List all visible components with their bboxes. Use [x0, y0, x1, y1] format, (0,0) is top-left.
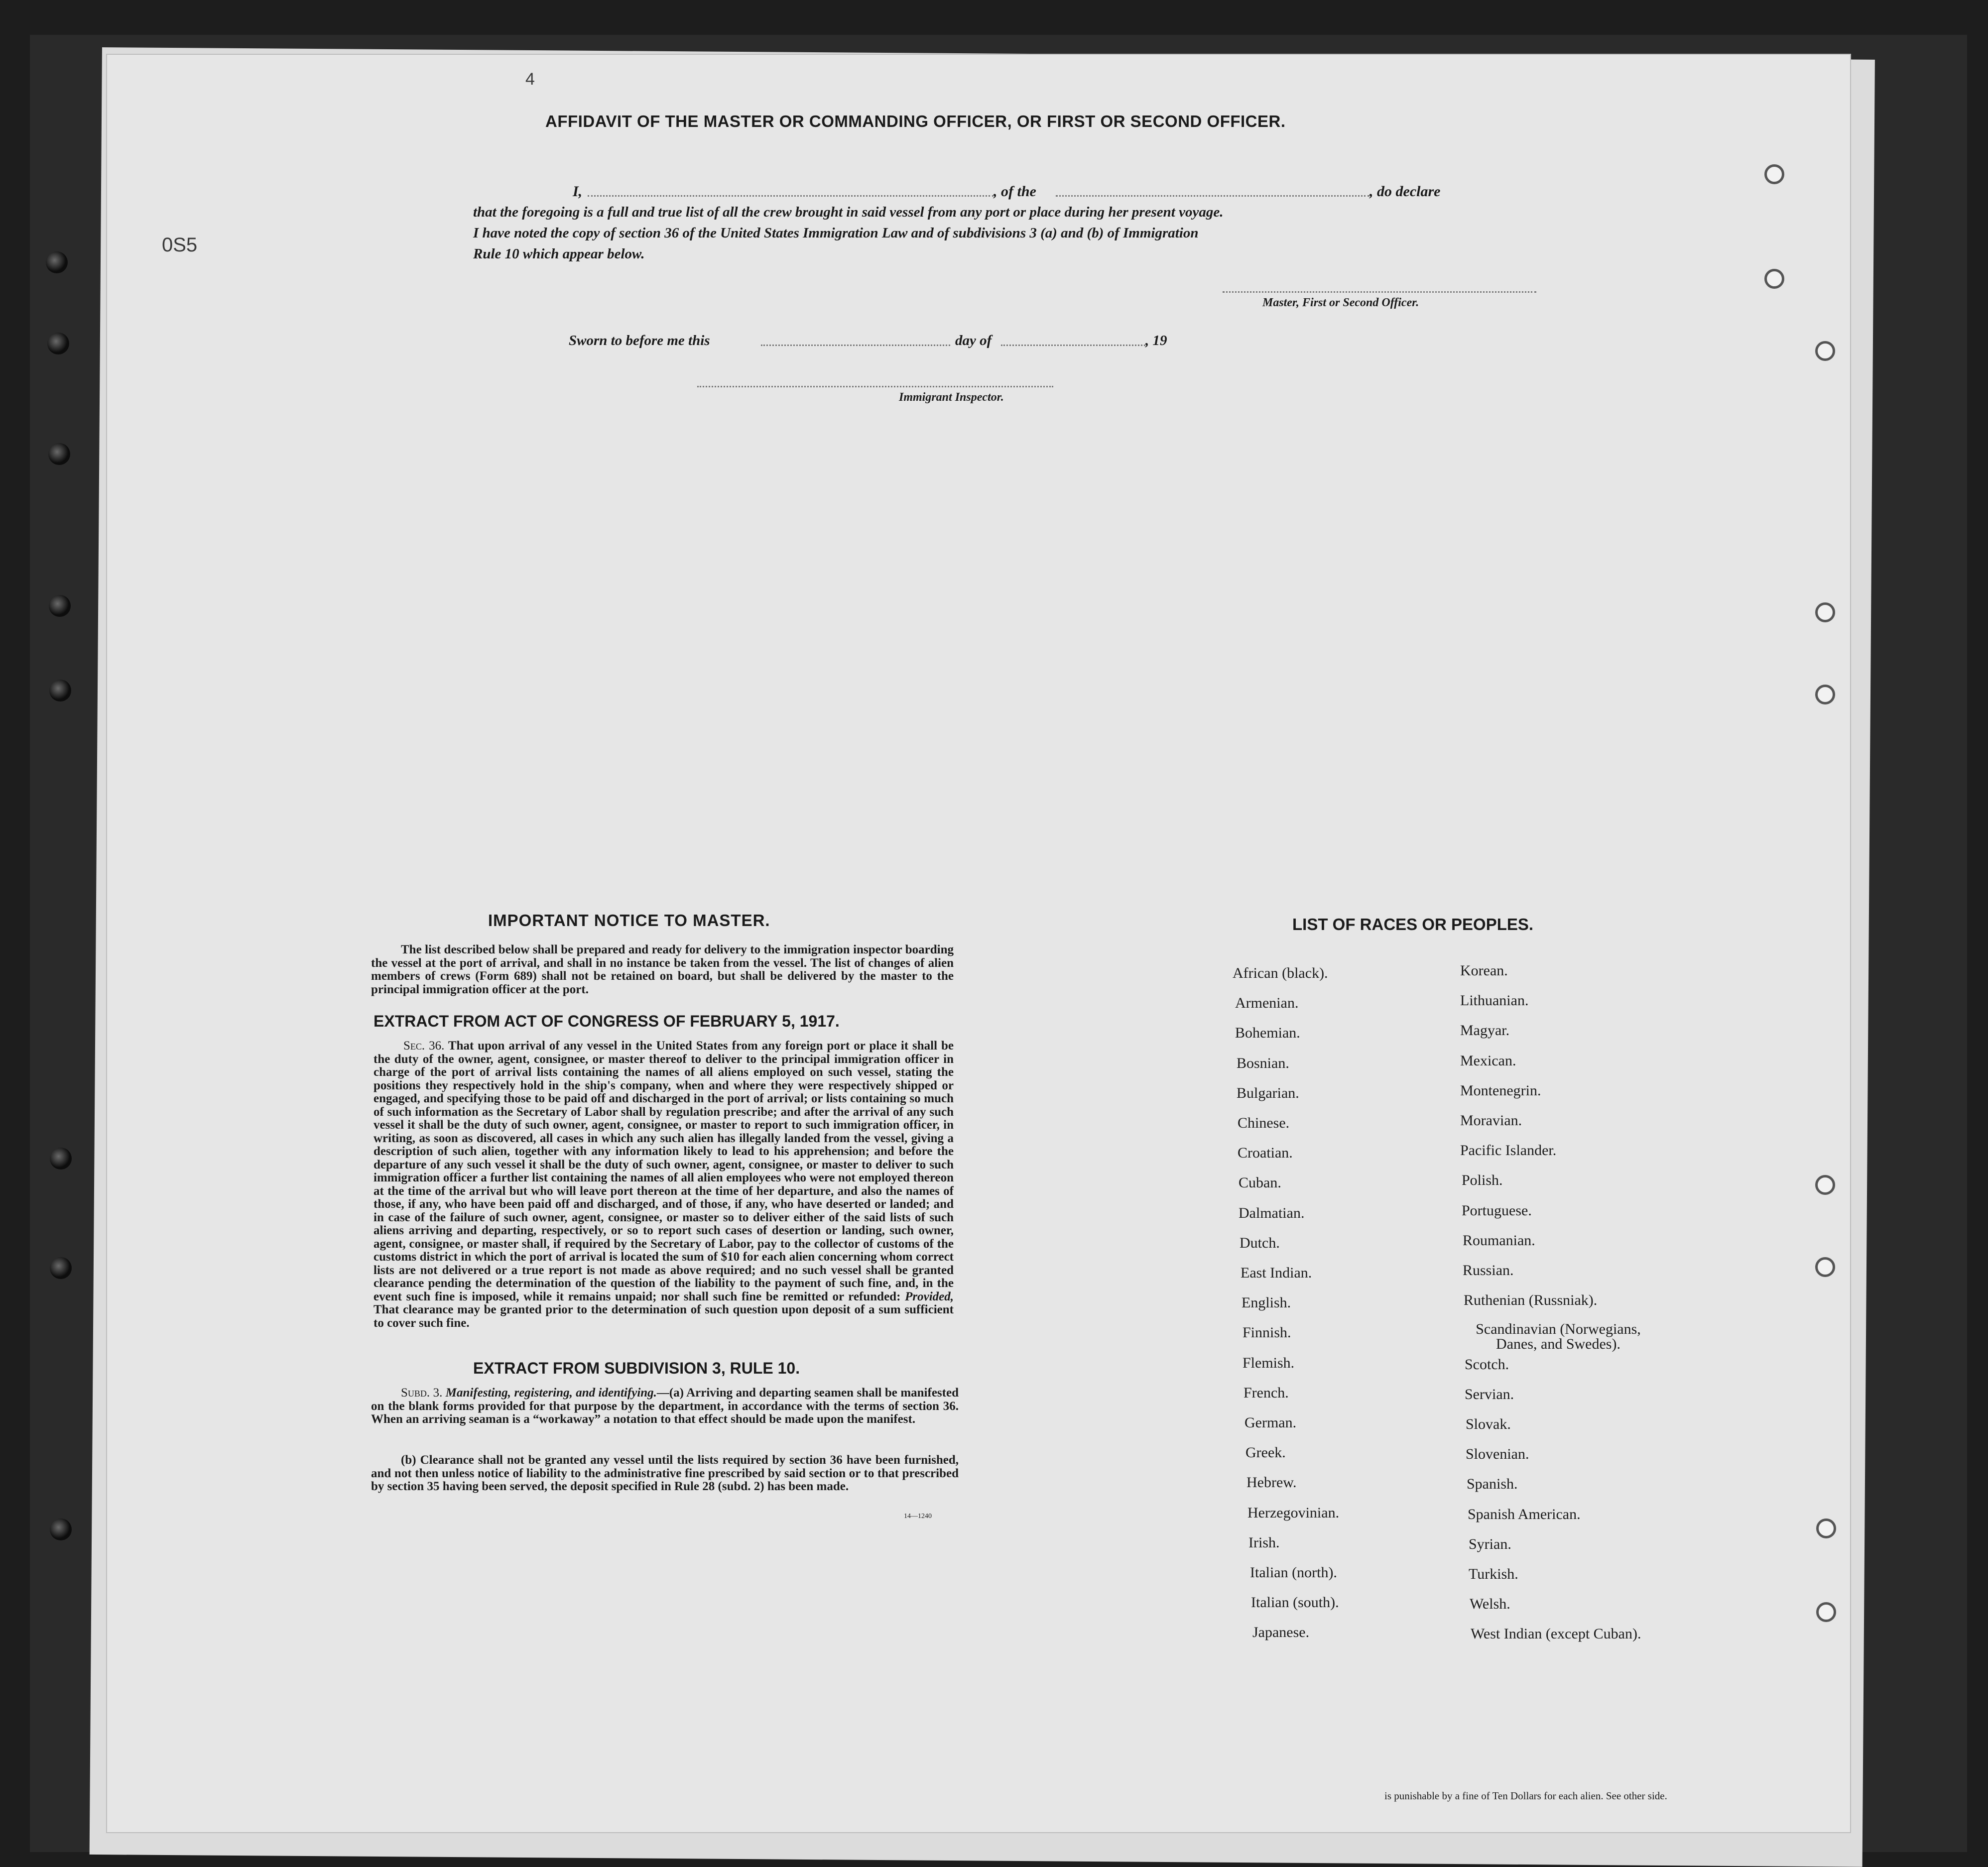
- affidavit-declare-label: , do declare: [1369, 183, 1441, 200]
- race-item: Russian.: [1463, 1262, 1514, 1279]
- notice-text: The list described below shall be prepared and ready for delivery to the immigration inspector boarding the vessel at the port of arrival, and shall in no instance be taken from the vessel. The list of changes of alien members of crews (Form 689) shall not be retained on board, but shall be delivered by the master to the principal immigration officer at the port.: [371, 943, 954, 996]
- race-item: Slovak.: [1466, 1416, 1511, 1432]
- race-item: Turkish.: [1469, 1566, 1518, 1582]
- section-36-body: That upon arrival of any vessel in the United States from any foreign port or place it shall be the duty of the owner, agent, consignee, or master thereof to deliver to the principal immigration officer in charge of the port of arrival lists containing the names of all aliens employed on such vessel, stating the positions they respectively hold in the ship's company, when and where they were respectively shipped or engaged, and specifying those to be paid off and discharged in the port of arrival; or lists containing so much of such information as the Secretary of Labor shall by regulation prescribe; and after the arrival of any such vessel it shall be the duty of such owner, agent, consignee, or master to report to such immigration officer, in writing, as soon as discovered, all cases in which any such alien has illegally landed from the vessel, giving a description of such alien, together with any information likely to lead to his apprehension; and before the departure of any such vessel it shall be the duty of such owner, agent, consignee, or master to deliver to such immigration officer a further list containing the names of all alien employees who were not employed thereon at the time of the arrival but who will leave port thereon at the time of her departure, and also the names of those, if any, who have been paid off and discharged, and of those, if any, who have deserted or landed; and in case of the failure of such owner, agent, consignee, or master so to deliver either of the said lists of such aliens arriving and departing, respectively, or so to report such cases of desertion or landing, such owner, agent, consignee, or master shall, if required by the Secretary of Labor, pay to the collector of customs of the customs district in which the port of arrival is located the sum of $10 for each alien concerning whom correct lists are not delivered or a true report is not made as above required; and no such vessel shall be granted clearance pending the determination of the question of the liability to the payment of such fine, and, in the event such fine is imposed, while it remains unpaid; nor shall such fine be remitted or refunded:: [373, 1039, 954, 1303]
- binder-ring: [50, 1148, 72, 1169]
- rule-para-b: (b) Clearance shall not be granted any vessel until the lists required by section 36 have been furnished, and not then unless notice of liability to the administrative fine prescribed by said section or to that prescribed by section 35 having been served, the deposit specified in Rule 28 (subd. 2) has been made.: [371, 1453, 959, 1493]
- race-item: Spanish.: [1467, 1476, 1518, 1493]
- race-item: Scotch.: [1465, 1356, 1509, 1373]
- act-extract-title: EXTRACT FROM ACT OF CONGRESS OF FEBRUARY 5, 1917.: [373, 1012, 840, 1030]
- affidavit-line3: Rule 10 which appear below.: [473, 246, 645, 262]
- race-item: East Indian.: [1241, 1265, 1312, 1281]
- binder-ring: [47, 333, 69, 354]
- race-item: Italian (south).: [1251, 1594, 1339, 1611]
- affidavit-line1: that the foregoing is a full and true list of all the crew brought in said vessel from any port or place during her present voyage.: [473, 204, 1224, 220]
- race-item: Greek.: [1245, 1444, 1286, 1461]
- punch-hole: [1815, 602, 1835, 622]
- affidavit-of-label: , of the: [994, 183, 1036, 200]
- document-page: [107, 55, 1850, 1832]
- race-item: Armenian.: [1235, 995, 1299, 1012]
- race-item: Portuguese.: [1462, 1202, 1532, 1219]
- rule-para-a: [371, 1387, 959, 1426]
- binder-ring: [49, 595, 71, 617]
- punch-hole: [1764, 164, 1784, 184]
- inspector-signature-line: [697, 386, 1053, 387]
- punch-hole: [1815, 341, 1835, 361]
- race-item: Bulgarian.: [1237, 1084, 1299, 1101]
- race-item: African (black).: [1233, 965, 1328, 981]
- race-item: Irish.: [1248, 1534, 1280, 1551]
- name-blank-line: [588, 195, 994, 197]
- race-item: Servian.: [1465, 1386, 1514, 1402]
- binder-ring: [50, 1518, 72, 1540]
- affidavit-title: AFFIDAVIT OF THE MASTER OR COMMANDING OFFICER, OR FIRST OR SECOND OFFICER.: [545, 112, 1286, 130]
- race-item: Slovenian.: [1466, 1446, 1529, 1463]
- race-item: Lithuanian.: [1460, 992, 1529, 1009]
- race-item: Finnish.: [1242, 1324, 1291, 1341]
- day-of-label: day of: [955, 333, 992, 349]
- race-item: Bohemian.: [1235, 1025, 1300, 1042]
- provided-word: Provided,: [905, 1289, 954, 1303]
- punch-hole: [1815, 1257, 1835, 1277]
- race-item: Italian (north).: [1250, 1564, 1337, 1581]
- subd-label: Subd. 3.: [401, 1386, 443, 1400]
- race-item: Japanese.: [1252, 1624, 1310, 1641]
- subd-heading: Manifesting, registering, and identifying.: [445, 1386, 657, 1400]
- margin-stamp: 0S5: [162, 234, 198, 256]
- race-item: Croatian.: [1238, 1145, 1293, 1162]
- race-item: Ruthenian (Russniak).: [1464, 1292, 1598, 1309]
- race-item: Montenegrin.: [1460, 1082, 1541, 1099]
- race-item: Dalmatian.: [1239, 1204, 1305, 1221]
- section-label: Sec. 36.: [403, 1039, 445, 1052]
- binder-ring: [48, 443, 70, 465]
- notice-title: IMPORTANT NOTICE TO MASTER.: [488, 911, 770, 930]
- inspector-signature-caption: Immigrant Inspector.: [899, 391, 1004, 404]
- form-number: 14—1240: [904, 1513, 932, 1520]
- section-36-end: That clearance may be granted prior to the determination of such question upon deposit of a sum sufficient to cover such fine.: [373, 1303, 954, 1330]
- binder-ring: [46, 251, 68, 273]
- rule-extract-title: EXTRACT FROM SUBDIVISION 3, RULE 10.: [473, 1359, 800, 1377]
- race-item: Pacific Islander.: [1460, 1142, 1557, 1159]
- race-item: Scandinavian (Norwegians, Danes, and Swedes).: [1476, 1321, 1641, 1353]
- race-item: Dutch.: [1240, 1234, 1280, 1251]
- punch-hole: [1815, 1175, 1835, 1195]
- affidavit-line2: I have noted the copy of section 36 of the United States Immigration Law and of subdivisions 3 (a) and (b) of Immigration: [473, 225, 1199, 241]
- vessel-blank-line: [1056, 195, 1369, 197]
- race-item: French.: [1243, 1384, 1289, 1401]
- sworn-label: Sworn to before me this: [569, 333, 710, 349]
- binder-ring: [49, 680, 71, 701]
- race-item: Bosnian.: [1237, 1054, 1289, 1071]
- punch-hole: [1815, 685, 1835, 704]
- master-signature-caption: Master, First or Second Officer.: [1262, 296, 1419, 309]
- race-item: Hebrew.: [1246, 1474, 1297, 1491]
- race-item: Mexican.: [1460, 1052, 1516, 1069]
- sworn-month-line: [1001, 345, 1145, 346]
- footer-note: is punishable by a fine of Ten Dollars for each alien. See other side.: [1384, 1790, 1667, 1802]
- race-item: Polish.: [1462, 1172, 1503, 1189]
- punch-hole: [1816, 1518, 1836, 1538]
- race-item: English.: [1242, 1294, 1291, 1311]
- race-item: Magyar.: [1460, 1022, 1510, 1039]
- race-item: Herzegovinian.: [1247, 1504, 1340, 1521]
- binder-ring: [50, 1257, 72, 1279]
- race-item: Syrian.: [1469, 1535, 1511, 1552]
- race-item: Welsh.: [1470, 1596, 1510, 1613]
- subd-a-text: —(a) Arriving and departing seamen shall be manifested on the blank forms provided for that purpose by the department, in accordance with the terms of section 36. When an arriving seaman is a “workaway” a notation to that effect should be made upon the manifest.: [371, 1386, 959, 1426]
- race-item: Spanish American.: [1468, 1506, 1581, 1522]
- act-extract-text: [373, 1040, 954, 1330]
- punch-hole: [1816, 1602, 1836, 1622]
- race-item: Chinese.: [1238, 1115, 1290, 1131]
- race-item: German.: [1244, 1414, 1297, 1431]
- race-item: Flemish.: [1242, 1354, 1295, 1371]
- race-item: West Indian (except Cuban).: [1471, 1626, 1641, 1642]
- punch-hole: [1764, 269, 1784, 289]
- year-label: , 19: [1145, 333, 1167, 349]
- race-item: Moravian.: [1460, 1112, 1522, 1129]
- corner-mark: 4: [525, 70, 535, 89]
- race-item: Roumanian.: [1463, 1232, 1535, 1249]
- race-item: Cuban.: [1239, 1174, 1281, 1191]
- master-signature-line: [1223, 291, 1536, 293]
- race-item: Korean.: [1460, 962, 1508, 979]
- affidavit-i-label: I,: [573, 183, 583, 200]
- races-title: LIST OF RACES OR PEOPLES.: [1292, 915, 1534, 934]
- sworn-day-line: [761, 345, 950, 346]
